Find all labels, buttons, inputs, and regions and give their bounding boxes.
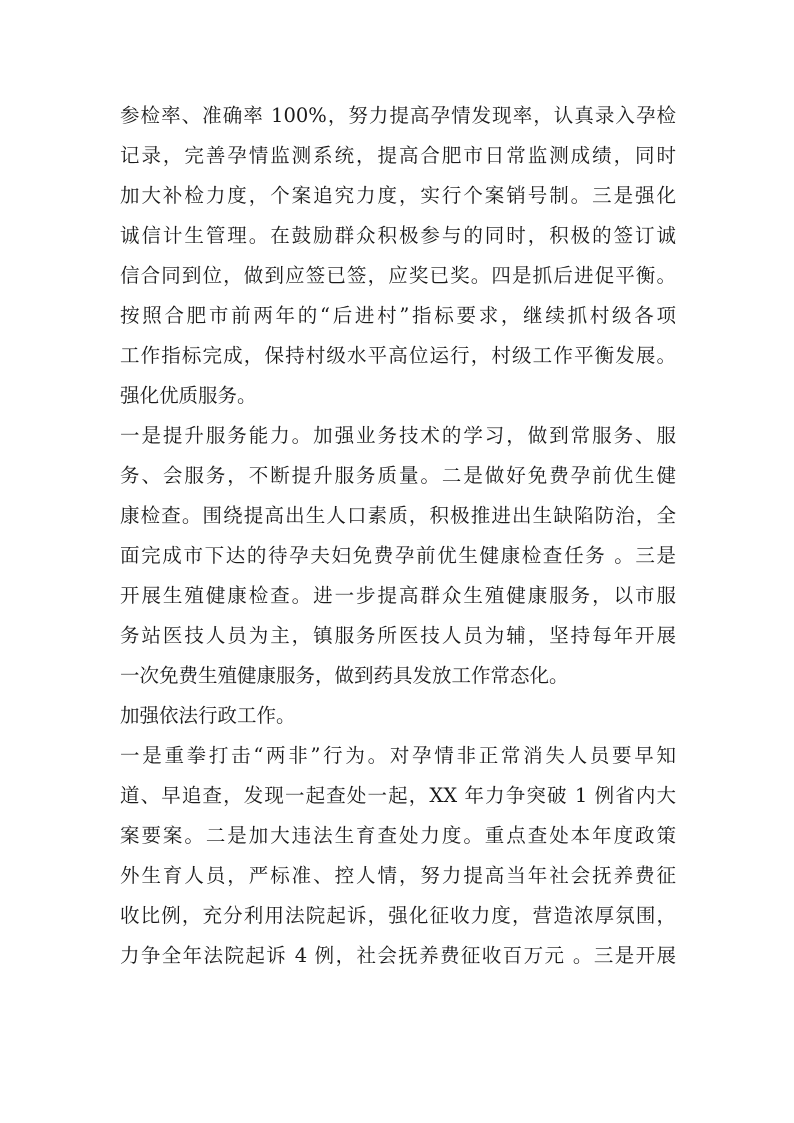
text-line: 面完成市下达的待孕夫妇免费孕前优生健康检查任务 。三是 — [120, 544, 676, 567]
text-line: 一是提升服务能力。加强业务技术的学习，做到常服务、服 — [120, 424, 676, 447]
text-line: 康检查。围绕提高出生人口素质，积极推进出生缺陷防治，全 — [120, 504, 676, 527]
text-line: 务、会服务，不断提升服务质量。二是做好免费孕前优生健 — [120, 464, 676, 487]
text-line: 记录，完善孕情监测系统，提高合肥市日常监测成绩，同时 — [120, 144, 676, 167]
text-line: 开展生殖健康检查。进一步提高群众生殖健康服务，以市服 — [120, 584, 676, 607]
text-line: 一次免费生殖健康服务，做到药具发放工作常态化。 — [120, 664, 569, 687]
text-line: 参检率、准确率 100%，努力提高孕情发现率，认真录入孕检 — [120, 104, 676, 127]
document-body — [120, 96, 676, 976]
text-line: 外生育人员，严标准、控人情，努力提高当年社会抚养费征 — [120, 864, 676, 887]
section-heading: 强化优质服务。 — [120, 384, 257, 407]
text-line: 工作指标完成，保持村级水平高位运行，村级工作平衡发展。 — [120, 344, 676, 367]
text-line: 收比例，充分利用法院起诉，强化征收力度，营造浓厚氛围， — [120, 904, 676, 927]
text-line: 诚信计生管理。在鼓励群众积极参与的同时，积极的签订诚 — [120, 224, 676, 247]
text-line: 信合同到位，做到应签已签，应奖已奖。四是抓后进促平衡。 — [120, 264, 676, 287]
text-line: 按照合肥市前两年的“后进村”指标要求，继续抓村级各项 — [120, 304, 676, 327]
text-line: 案要案。二是加大违法生育查处力度。重点查处本年度政策 — [120, 824, 676, 847]
text-line: 一是重拳打击“两非”行为。对孕情非正常消失人员要早知 — [120, 744, 676, 767]
text-line: 加大补检力度，个案追究力度，实行个案销号制。三是强化 — [120, 184, 676, 207]
text-line: 务站医技人员为主，镇服务所医技人员为辅，坚持每年开展 — [120, 624, 676, 647]
text-line: 道、早追查，发现一起查处一起，XX 年力争突破 1 例省内大 — [120, 784, 676, 807]
text-line: 力争全年法院起诉 4 例，社会抚养费征收百万元 。三是开展 — [120, 944, 676, 967]
section-heading: 加强依法行政工作。 — [120, 704, 296, 727]
